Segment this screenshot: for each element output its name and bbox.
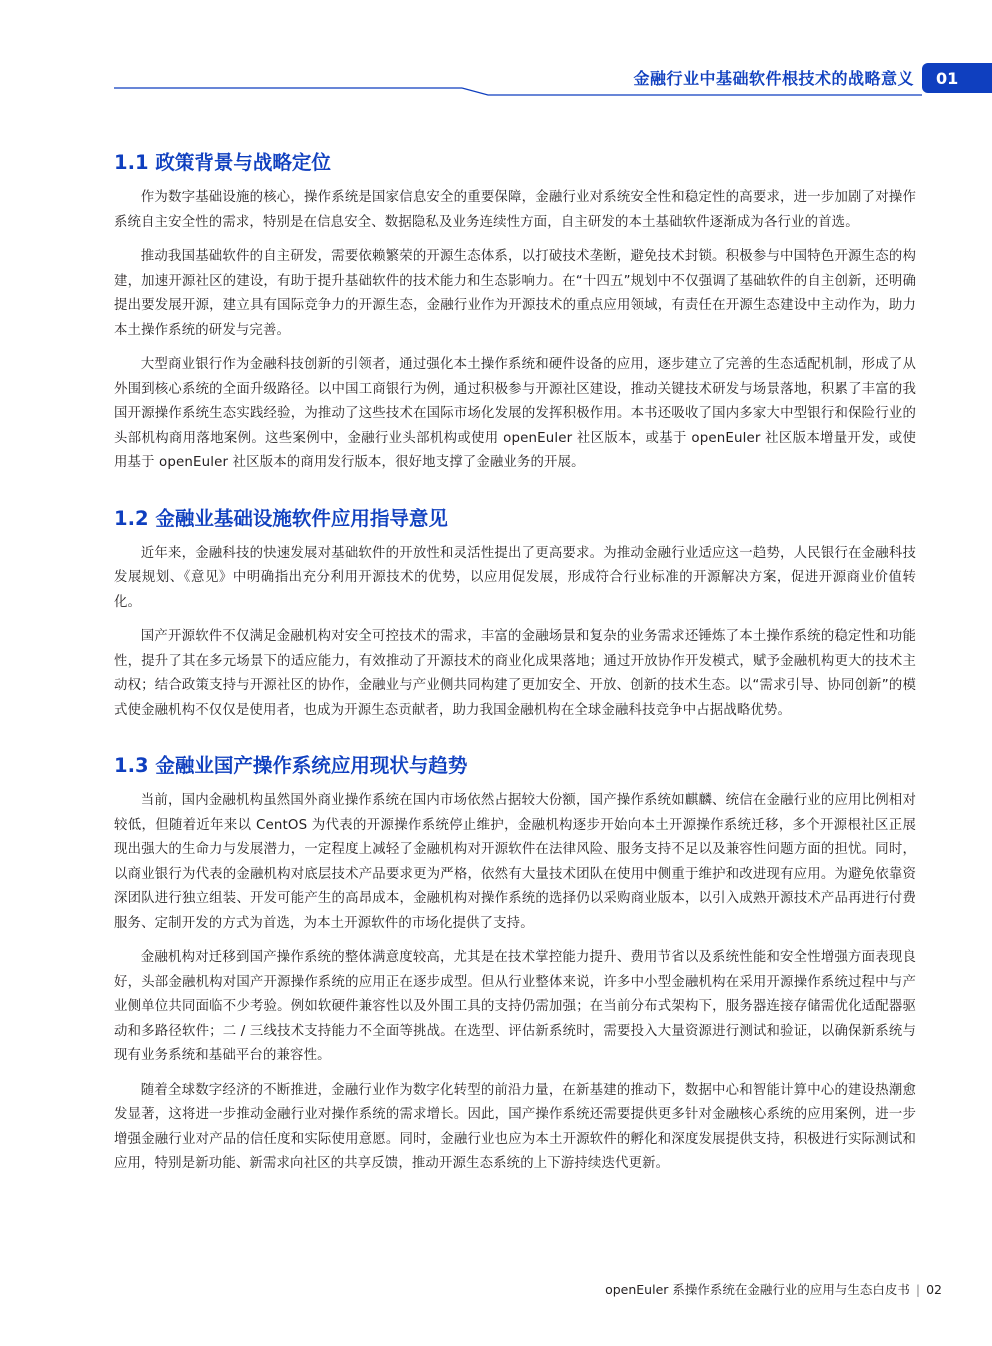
paragraph: 当前，国内金融机构虽然国外商业操作系统在国内市场依然占据较大份额，国产操作系统如麒麟、统信在金融行业的应用比例相对较低，但随着近年来以 CentOS 为代表的开源操作系统停止维护，金融机构逐步开始向本土开源操作系统迁移，多个开源根社区正展现出强大的生命力与发展潜力，一定程度上减轻了金融机构对开源软件在法律风险、服务支持不足以及兼容性问题方面的担忧。同时，以商业银行为代表的金融机构对底层技术产品要求更为严格，依然有大量技术团队在使用中侧重于维护和改进现有应用。为避免依靠资深团队进行独立组装、开发可能产生的高昂成本，金融机构对操作系统的选择仍以采购商业版本，以引入成熟开源技术产品再进行付费服务、定制开发的方式为首选，为本土开源软件的市场化提供了支持。 xyxy=(114,793,916,931)
section-1-2 xyxy=(114,504,916,724)
paragraph: 推动我国基础软件的自主研发，需要依赖繁荣的开源生态体系，以打破技术垄断，避免技术封锁。积极参与中国特色开源生态的构建，加速开源社区的建设，有助于提升基础软件的技术能力和生态影响力。在“十四五”规划中不仅强调了基础软件的自主创新，还明确提出要发展开源，建立具有国际竞争力的开源生态，金融行业作为开源技术的重点应用领域，有责任在开源生态建设中主动作为，助力本土操作系统的研发与完善。 xyxy=(114,249,916,338)
footer-document-title: openEuler 系操作系统在金融行业的应用与生态白皮书 xyxy=(605,1282,910,1297)
section-heading: 1.1 政策背景与战略定位 xyxy=(114,151,331,174)
paragraph: 近年来，金融科技的快速发展对基础软件的开放性和灵活性提出了更高要求。为推动金融行业适应这一趋势，人民银行在金融科技发展规划、《意见》中明确指出充分利用开源技术的优势，以应用促发展，形成符合行业标准的开源解决方案，促进开源商业价值转化。 xyxy=(114,545,916,610)
paragraph: 作为数字基础设施的核心，操作系统是国家信息安全的重要保障，金融行业对系统安全性和稳定性的高要求，进一步加剧了对操作系统自主安全性的需求，特别是在信息安全、数据隐私及业务连续性方面，自主研发的本土基础软件逐渐成为各行业的首选。 xyxy=(114,190,916,230)
paragraph: 大型商业银行作为金融科技创新的引领者，通过强化本土操作系统和硬件设备的应用，逐步建立了完善的生态适配机制，形成了从外围到核心系统的全面升级路径。以中国工商银行为例，通过积极参与开源社区建设，推动关键技术研发与场景落地，积累了丰富的我国开源操作系统生态实践经验，为推动了这些技术在国际市场化发展的发挥积极作用。本书还吸收了国内多家大中型银行和保险行业的头部机构商用落地案例。这些案例中，金融行业头部机构或使用 openEuler 社区版本，或基于 openEuler 社区版本增量开发，或使用基于 openEuler 社区版本的商用发行版本，很好地支撑了金融业务的开展。 xyxy=(114,357,916,470)
section-1-3 xyxy=(114,751,916,1177)
running-header-title: 金融行业中基础软件根技术的战略意义 xyxy=(633,69,914,88)
footer-separator: | xyxy=(915,1282,921,1297)
page-number: 02 xyxy=(926,1282,942,1297)
section-1-1 xyxy=(114,148,916,476)
paragraph: 国产开源软件不仅满足金融机构对安全可控技术的需求，丰富的金融场景和复杂的业务需求还锤炼了本土操作系统的稳定性和功能性，提升了其在多元场景下的适应能力，有效推动了开源技术的商业化成果落地；通过开放协作开发模式，赋予金融机构更大的技术主动权；结合政策支持与开源社区的协作，金融业与产业侧共同构建了更加安全、开放、创新的技术生态。以“需求引导、协同创新”的模式使金融机构不仅仅是使用者，也成为开源生态贡献者，助力我国金融机构在全球金融科技竞争中占据战略优势。 xyxy=(114,629,916,718)
page-footer xyxy=(605,1280,942,1298)
page-content xyxy=(114,148,916,1177)
paragraph: 随着全球数字经济的不断推进，金融行业作为数字化转型的前沿力量，在新基建的推动下，数据中心和智能计算中心的建设热潮愈发显著，这将进一步推动金融行业对操作系统的需求增长。因此，国产操作系统还需要提供更多针对金融核心系统的应用案例，进一步增强金融行业对产品的信任度和实际使用意愿。同时，金融行业也应为本土开源软件的孵化和深度发展提供支持，积极进行实际测试和应用，特别是新功能、新需求向社区的共享反馈，推动开源生态系统的上下游持续迭代更新。 xyxy=(114,1082,916,1171)
paragraph: 金融机构对迁移到国产操作系统的整体满意度较高，尤其是在技术掌控能力提升、费用节省以及系统性能和安全性增强方面表现良好，头部金融机构对国产开源操作系统的应用正在逐步成型。但从行业整体来说，许多中小型金融机构在采用开源操作系统过程中与产业侧单位共同面临不少考验。例如软硬件兼容性以及外围工具的支持仍需加强；在当前分布式架构下，服务器连接存储需优化适配器驱动和多路径软件；二 / 三线技术支持能力不全面等挑战。在选型、评估新系统时，需要投入大量资源进行测试和验证，以确保新系统与现有业务系统和基础平台的兼容性。 xyxy=(114,950,916,1063)
section-heading: 1.3 金融业国产操作系统应用现状与趋势 xyxy=(114,754,468,777)
chapter-number-badge: 01 xyxy=(922,63,992,93)
section-heading: 1.2 金融业基础设施软件应用指导意见 xyxy=(114,506,448,530)
